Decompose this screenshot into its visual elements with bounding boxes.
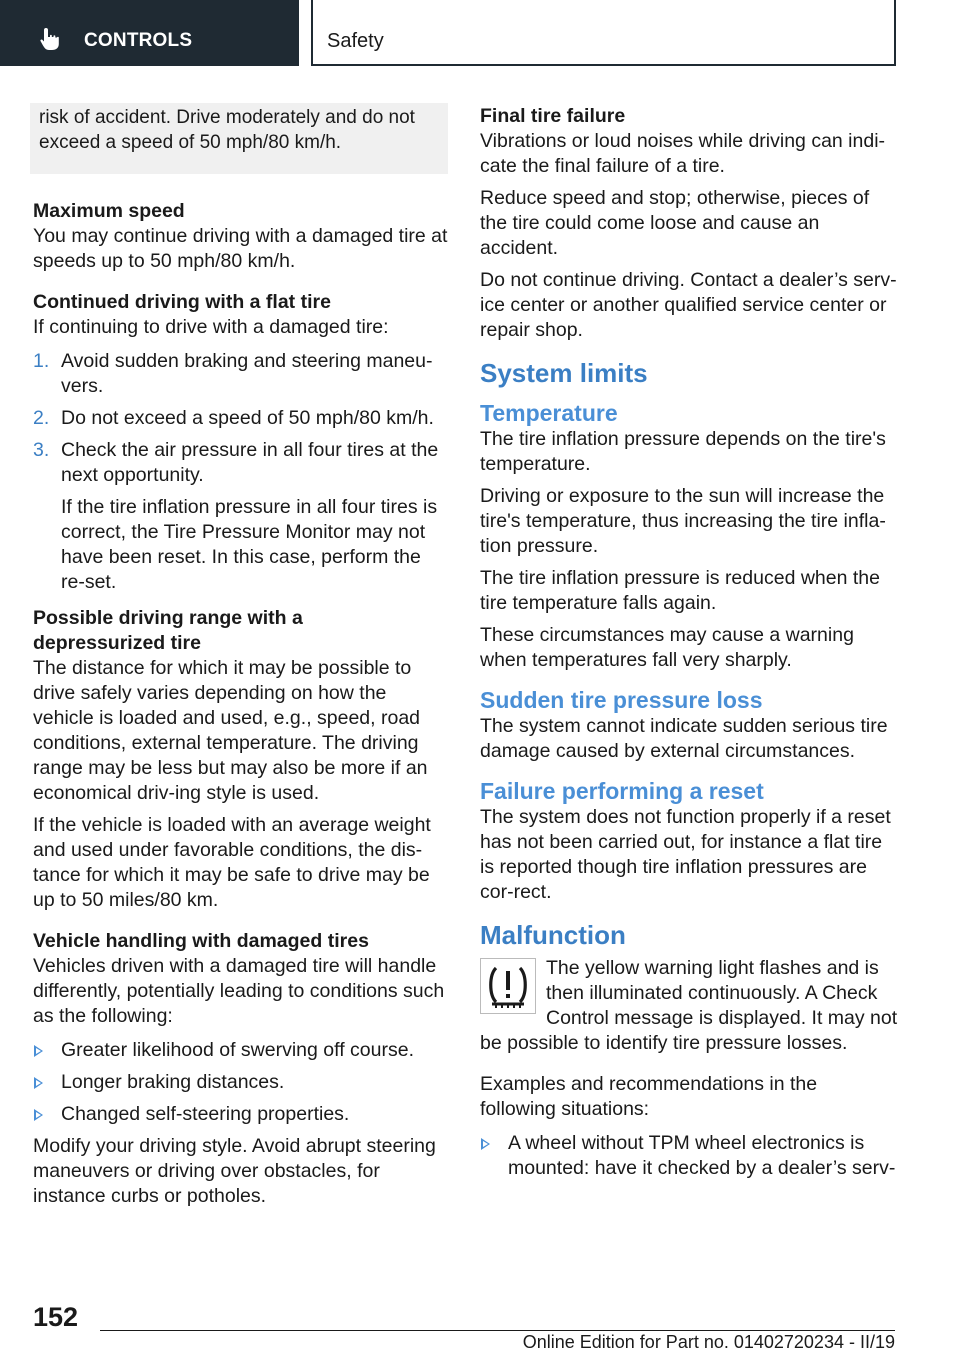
flat-tire-intro: If continuing to drive with a damaged tire: bbox=[33, 316, 389, 338]
list-item bbox=[33, 406, 449, 431]
footer-divider bbox=[100, 1330, 895, 1331]
list-item bbox=[33, 1102, 449, 1127]
temperature-p2: Driving or exposure to the sun will increase the tire's temperature, thus increasing the tire infla‐tion pressure. bbox=[480, 485, 886, 557]
step-text: Avoid sudden braking and steering maneu‐vers. bbox=[61, 350, 433, 397]
malfunction-text: The yellow warning light flashes and is then illuminated continuously. A Check Control message is displayed. It may not be possible to identify tire pressure losses. bbox=[480, 957, 898, 1054]
system-limits-heading: System limits bbox=[480, 358, 648, 388]
step-number: 1. bbox=[33, 350, 50, 372]
max-speed-text: You may continue driving with a damaged tire at speeds up to 50 mph/80 km/h. bbox=[33, 225, 448, 272]
sudden-loss-heading: Sudden tire pressure loss bbox=[480, 687, 763, 713]
temperature-heading: Temperature bbox=[480, 400, 618, 426]
chapter-tab[interactable] bbox=[0, 0, 299, 66]
malfunction-block bbox=[480, 956, 898, 1056]
step-text: Check the air pressure in all four tires at the next opportunity. bbox=[61, 439, 439, 486]
step-extra-text: If the tire inflation pressure in all four tires is correct, the Tire Pressure Monitor may not have been reset. In this case, perform the re‐set. bbox=[61, 496, 438, 593]
list-item bbox=[33, 438, 449, 595]
flat-tire-steps bbox=[33, 349, 449, 595]
handling-list bbox=[33, 1038, 449, 1127]
final-failure-p1: Vibrations or loud noises while driving can indi‐cate the final failure of a tire. bbox=[480, 130, 886, 177]
sudden-loss-text: The system cannot indicate sudden serious tire damage caused by external circumstances. bbox=[480, 715, 888, 762]
list-item-text: Changed self-steering properties. bbox=[61, 1103, 350, 1125]
temperature-p3: The tire inflation pressure is reduced when the tire temperature falls again. bbox=[480, 567, 880, 614]
triangle-bullet-icon bbox=[34, 1109, 43, 1121]
section-header bbox=[311, 0, 896, 66]
list-item-text: Longer braking distances. bbox=[61, 1071, 285, 1093]
list-item-text: A wheel without TPM wheel electronics is mounted: have it checked by a dealer’s serv‐ bbox=[508, 1132, 896, 1179]
reset-failure-heading: Failure performing a reset bbox=[480, 778, 764, 804]
reset-failure-text: The system does not function properly if a reset has not been carried out, for instance a flat tire is reported though tire inflation pressures are cor‐rect. bbox=[480, 806, 891, 903]
list-item bbox=[33, 1038, 449, 1063]
left-column bbox=[33, 199, 449, 1216]
step-number: 3. bbox=[33, 439, 50, 461]
list-item bbox=[480, 1131, 898, 1181]
triangle-bullet-icon bbox=[34, 1045, 43, 1057]
warning-note-text: risk of accident. Drive moderately and do not exceed a speed of 50 mph/80 km/h. bbox=[39, 107, 415, 153]
handling-outro: Modify your driving style. Avoid abrupt steering maneuvers or driving over obstacles, for instance curbs or potholes. bbox=[33, 1135, 436, 1207]
list-item bbox=[33, 349, 449, 399]
list-item-text: Greater likelihood of swerving off course. bbox=[61, 1039, 414, 1061]
flat-tire-heading: Continued driving with a flat tire bbox=[33, 291, 331, 313]
section-label: Safety bbox=[327, 30, 384, 52]
step-text: Do not exceed a speed of 50 mph/80 km/h. bbox=[61, 407, 434, 429]
chapter-label: CONTROLS bbox=[84, 30, 193, 51]
triangle-bullet-icon bbox=[34, 1077, 43, 1089]
temperature-p4: These circumstances may cause a warning when temperatures fall very sharply. bbox=[480, 624, 854, 671]
range-paragraph-2: If the vehicle is loaded with an average weight and used under favorable conditions, the dis‐tance for which it may be safe to drive may be up to 50 miles/80 km. bbox=[33, 814, 431, 911]
triangle-bullet-icon bbox=[481, 1138, 490, 1150]
max-speed-heading: Maximum speed bbox=[33, 200, 185, 222]
temperature-p1: The tire inflation pressure depends on the tire's temperature. bbox=[480, 428, 886, 475]
final-failure-p3: Do not continue driving. Contact a dealer’s serv‐ice center or another qualified service center or repair shop. bbox=[480, 269, 897, 341]
examples-list bbox=[480, 1131, 898, 1181]
edition-text: Online Edition for Part no. 01402720234 - II/19 bbox=[522, 1332, 895, 1352]
hand-pointer-icon bbox=[38, 26, 64, 52]
page-number: 152 bbox=[33, 1302, 79, 1332]
examples-intro: Examples and recommendations in the following situations: bbox=[480, 1073, 818, 1120]
step-number: 2. bbox=[33, 407, 50, 429]
malfunction-heading: Malfunction bbox=[480, 920, 626, 950]
handling-intro: Vehicles driven with a damaged tire will handle differently, potentially leading to conditions such as the following: bbox=[33, 955, 445, 1027]
right-column bbox=[480, 104, 898, 1188]
warning-note-box bbox=[30, 103, 448, 174]
handling-heading: Vehicle handling with damaged tires bbox=[33, 930, 369, 952]
range-paragraph-1: The distance for which it may be possible to drive safely varies depending on how the vehicle is loaded and used, e.g., speed, road conditions, external temperature. The driving range may be less but may also be more if an economical driv‐ing style is used. bbox=[33, 657, 428, 804]
list-item bbox=[33, 1070, 449, 1095]
final-failure-p2: Reduce speed and stop; otherwise, pieces of the tire could come loose and cause an accident. bbox=[480, 187, 870, 259]
tire-pressure-warning-icon bbox=[480, 958, 536, 1014]
final-failure-heading: Final tire failure bbox=[480, 105, 626, 127]
range-heading: Possible driving range with a depressurized tire bbox=[33, 607, 303, 654]
